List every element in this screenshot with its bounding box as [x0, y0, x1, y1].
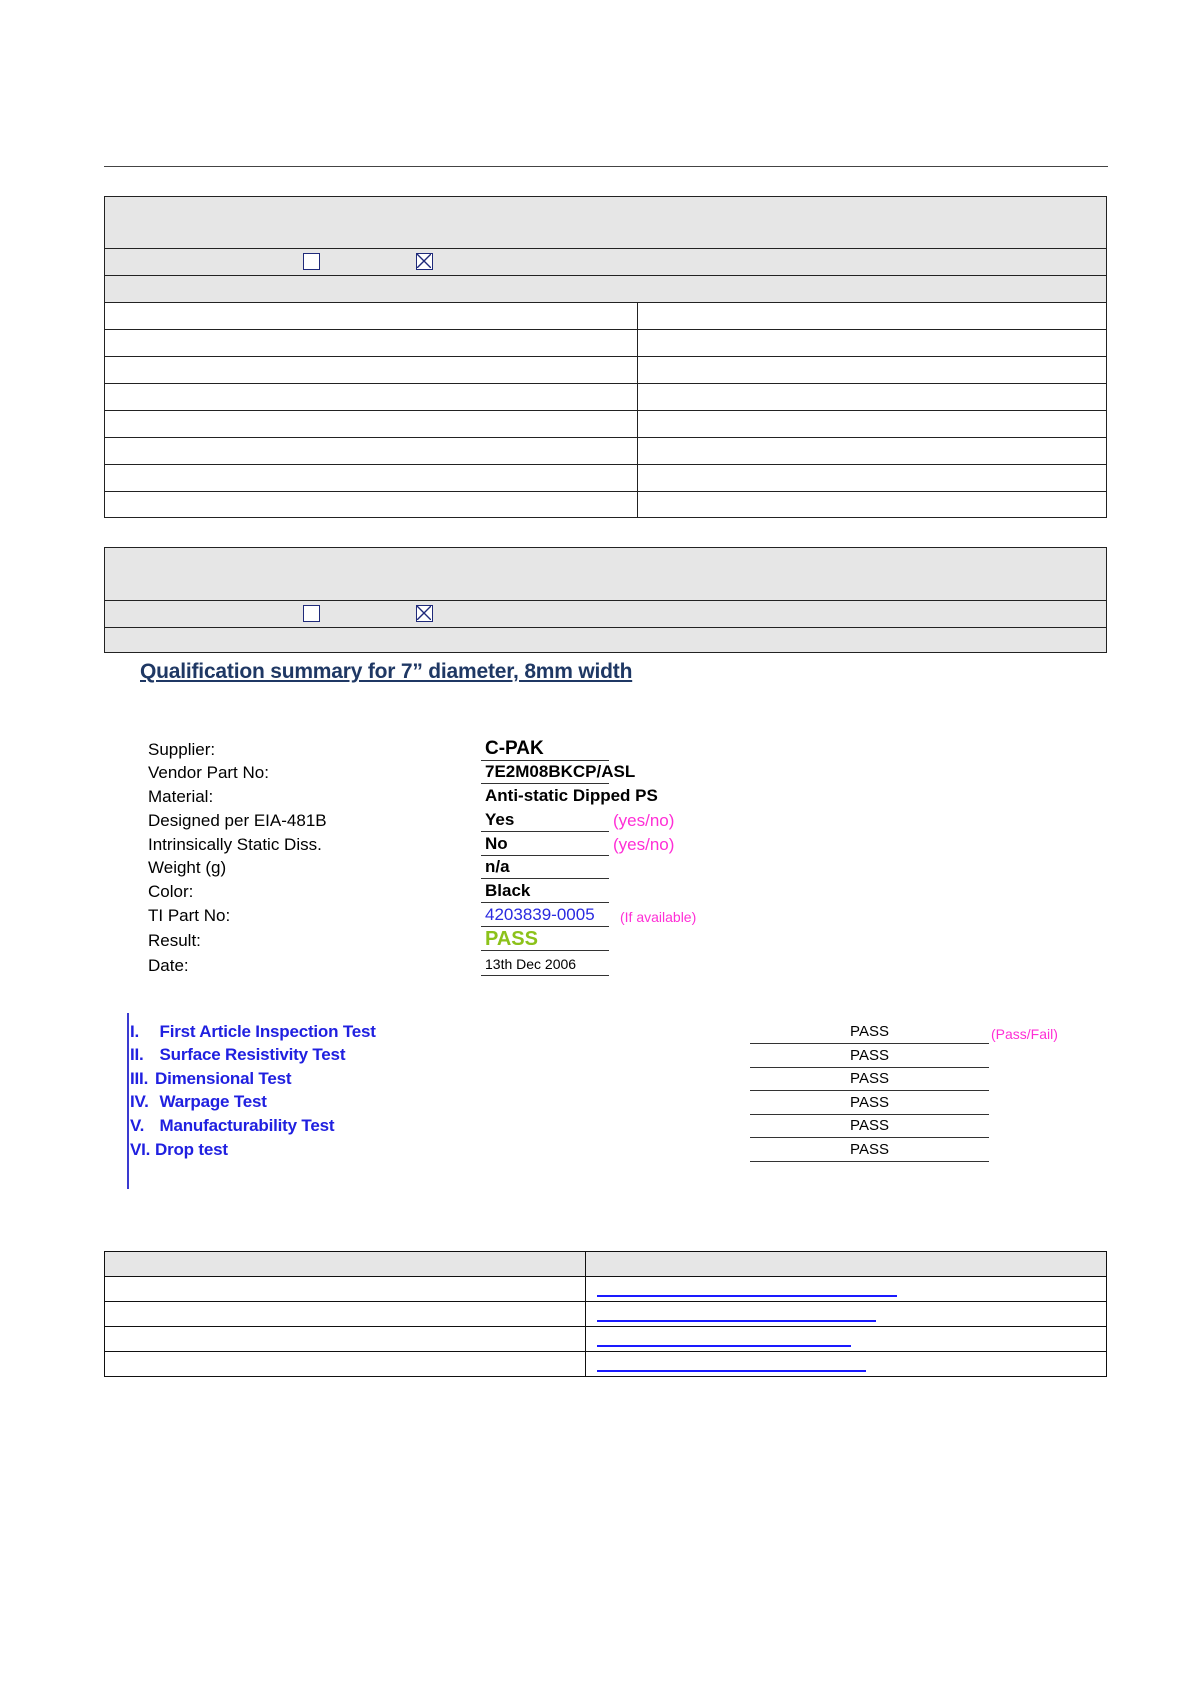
form-row	[105, 329, 1106, 356]
summary-value-eia: Yes	[481, 809, 609, 832]
test-label-drop: VI. Drop test	[130, 1140, 228, 1159]
bottom-table-row	[105, 1351, 1106, 1376]
summary-value-material: Anti-static Dipped PS	[485, 786, 658, 805]
test-label-first-article: I. First Article Inspection Test	[130, 1022, 376, 1041]
summary-label-vendor-part: Vendor Part No:	[148, 763, 269, 782]
form-block-2-subheader	[105, 627, 1106, 652]
checkbox-checked[interactable]	[416, 605, 433, 622]
link-underline[interactable]	[597, 1320, 876, 1322]
test-label-manufacturability: V. Manufacturability Test	[130, 1116, 335, 1135]
form-block-2-checkbox-row	[105, 600, 1106, 627]
form-row	[105, 437, 1106, 464]
form-block-1-checkbox-row	[105, 248, 1106, 275]
link-underline[interactable]	[597, 1295, 897, 1297]
form-block-1	[104, 196, 1107, 518]
summary-label-supplier: Supplier:	[148, 740, 216, 759]
form-row	[105, 491, 1106, 517]
checkbox-unchecked[interactable]	[303, 253, 320, 270]
summary-label-static: Intrinsically Static Diss.	[148, 835, 322, 854]
test-result-warpage: PASS	[750, 1092, 989, 1115]
summary-hint-eia: (yes/no)	[613, 811, 675, 830]
form-block-2-header	[105, 548, 1106, 600]
top-divider	[104, 166, 1108, 167]
form-block-1-subheader	[105, 275, 1106, 302]
bottom-table-row	[105, 1326, 1106, 1351]
link-underline[interactable]	[597, 1370, 866, 1372]
summary-value-static: No	[481, 833, 609, 856]
form-block-2	[104, 547, 1107, 653]
test-result-surface-resistivity: PASS	[750, 1045, 989, 1068]
bottom-table	[104, 1251, 1107, 1377]
link-underline[interactable]	[597, 1345, 851, 1347]
summary-label-weight: Weight (g)	[148, 858, 227, 877]
summary-hint-ti-part: (If available)	[620, 909, 697, 925]
summary-title: Qualification summary for 7” diameter, 8mm width	[140, 660, 633, 683]
summary-value-date: 13th Dec 2006	[481, 953, 609, 976]
summary-label-eia: Designed per EIA-481B	[148, 811, 327, 830]
form-row	[105, 356, 1106, 383]
test-label-warpage: IV. Warpage Test	[130, 1092, 267, 1111]
form-row	[105, 383, 1106, 410]
summary-value-weight: n/a	[481, 856, 609, 879]
test-label-surface-resistivity: II. Surface Resistivity Test	[130, 1045, 346, 1064]
form-row	[105, 410, 1106, 437]
tests-left-rule	[127, 1013, 129, 1189]
bottom-table-row	[105, 1301, 1106, 1326]
test-label-dimensional: III. Dimensional Test	[130, 1069, 292, 1088]
bottom-table-row	[105, 1276, 1106, 1301]
checkbox-checked[interactable]	[416, 253, 433, 270]
summary-label-color: Color:	[148, 882, 194, 901]
summary-value-ti-part: 4203839-0005	[481, 904, 609, 927]
form-row	[105, 302, 1106, 329]
summary-value-color: Black	[481, 880, 609, 903]
test-result-first-article: PASS	[750, 1021, 989, 1044]
form-row	[105, 464, 1106, 491]
x-mark-icon	[417, 606, 431, 620]
test-result-dimensional: PASS	[750, 1068, 989, 1091]
summary-value-supplier: C-PAK	[481, 738, 609, 761]
form-block-1-header	[105, 197, 1106, 248]
summary-value-result: PASS	[481, 928, 609, 951]
summary-label-date: Date:	[148, 956, 189, 975]
test-result-manufacturability: PASS	[750, 1115, 989, 1138]
checkbox-unchecked[interactable]	[303, 605, 320, 622]
summary-label-result: Result:	[148, 931, 201, 950]
summary-value-vendor-part: 7E2M08BKCP/ASL	[481, 761, 609, 784]
summary-label-material: Material:	[148, 787, 214, 806]
tests-hint: (Pass/Fail)	[991, 1026, 1058, 1042]
bottom-table-header	[105, 1252, 1106, 1276]
x-mark-icon	[417, 254, 431, 268]
test-result-drop: PASS	[750, 1139, 989, 1162]
summary-label-ti-part: TI Part No:	[148, 906, 231, 925]
summary-hint-static: (yes/no)	[613, 835, 675, 854]
